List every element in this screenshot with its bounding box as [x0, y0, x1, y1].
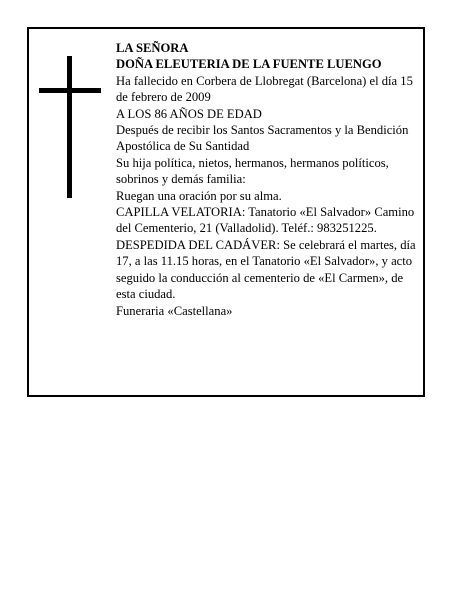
- family-line: Su hija política, nietos, hermanos, hermanos políticos, sobrinos y demás familia:: [116, 155, 389, 187]
- age-line: A LOS 86 AÑOS DE EDAD: [116, 106, 262, 121]
- cross-horizontal-bar: [39, 88, 101, 93]
- death-info: Ha fallecido en Corbera de Llobregat (Barcelona) el día 15 de febrero de 2009: [116, 73, 413, 105]
- prayer-request: Ruegan una oración por su alma.: [116, 188, 282, 203]
- farewell-info: DESPEDIDA DEL CADÁVER: Se celebrará el martes, día 17, a las 11.15 horas, en el Tanatorio «El Salvador», y acto seguido la conducción al cementerio de «El Carmen», de esta ciudad.: [116, 237, 416, 302]
- obituary-notice: [27, 27, 425, 397]
- funeral-home: Funeraria «Castellana»: [116, 303, 233, 318]
- sacraments-line: Después de recibir los Santos Sacramentos y la Bendición Apostólica de Su Santidad: [116, 123, 409, 154]
- cross-icon: [39, 56, 101, 198]
- cross-vertical-bar: [67, 56, 72, 198]
- deceased-name: DOÑA ELEUTERIA DE LA FUENTE LUENGO: [116, 57, 382, 72]
- chapel-info: CAPILLA VELATORIA: Tanatorio «El Salvador» Camino del Cementerio, 21 (Valladolid). Teléf.: 983251225.: [116, 205, 415, 236]
- notice-text: [116, 40, 416, 319]
- honorific: LA SEÑORA: [116, 41, 189, 55]
